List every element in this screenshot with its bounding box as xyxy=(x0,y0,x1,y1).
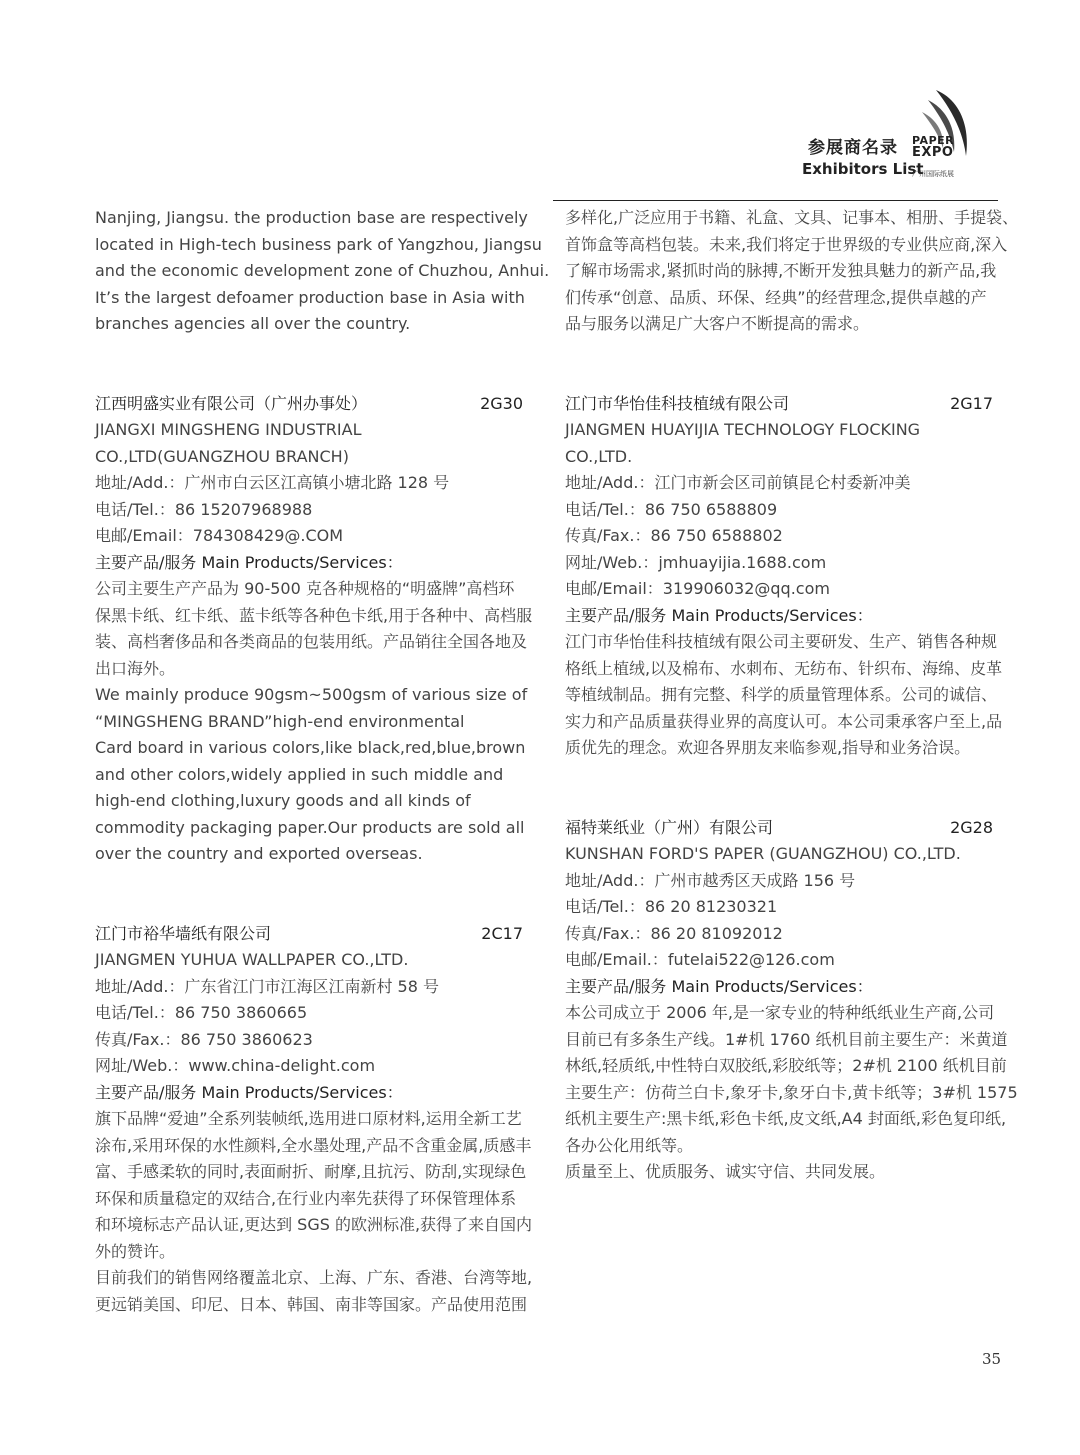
entry-line: 装、高档奢侈品和各类商品的包装用纸。产品销往全国各地及 xyxy=(95,632,528,651)
entry-line: 格纸上植绒,以及棉布、水刺布、无纺布、针织布、海绵、皮革 xyxy=(565,658,1003,678)
intro-line: and the economic development zone of Chuzhou, Anhui. xyxy=(95,261,550,280)
entry-line: 电话/Tel.：86 750 3860665 xyxy=(95,1003,308,1022)
booth-number: 2C17 xyxy=(481,923,523,943)
intro-line: It’s the largest defoamer production base in Asia with xyxy=(95,287,525,307)
entry-line: 电邮/Email：784308429@.COM xyxy=(95,526,344,545)
exhibitor-name-cn: 江门市裕华墙纸有限公司 xyxy=(95,923,272,943)
entry-line: 质量至上、优质服务、诚实守信、共同发展。 xyxy=(565,1162,886,1181)
entry-line: 目前已有多条生产线。1#机 1760 纸机目前主要生产：米黄道 xyxy=(565,1029,1008,1049)
entry-line: 富、手感柔软的同时,表面耐折、耐摩,且抗污、防刮,实现绿色 xyxy=(95,1162,527,1181)
entry-line: JIANGMEN YUHUA WALLPAPER CO.,LTD. xyxy=(95,950,409,969)
entry-line: 公司主要生产产品为 90-500 克各种规格的“明盛牌”高档环 xyxy=(95,579,515,598)
section-title-cn: 参展商名录 xyxy=(808,138,898,158)
exhibitor-entry-mingsheng xyxy=(95,391,535,868)
intro-line: Nanjing, Jiangsu. the production base are respectively xyxy=(95,208,528,227)
entry-line: 出口海外。 xyxy=(95,658,176,678)
logo-subtitle: 广州国际纸展 xyxy=(912,170,954,178)
entry-line: 各办公化用纸等。 xyxy=(565,1135,694,1155)
entry-line: 旗下品牌“爱迪”全系列装帧纸,选用进口原材料,运用全新工艺 xyxy=(95,1109,522,1128)
right-intro xyxy=(565,205,1019,338)
exhibitor-name-row xyxy=(95,391,535,418)
entry-line: 江门市华怡佳科技植绒有限公司主要研发、生产、销售各种规 xyxy=(565,632,998,651)
entry-line: 地址/Add.：广东省江门市江海区江南新村 58 号 xyxy=(95,976,439,996)
entry-line: 电邮/Email.：futelai522@126.com xyxy=(565,950,835,969)
page-header xyxy=(0,0,1080,200)
exhibitor-name-cn: 江西明盛实业有限公司（广州办事处） xyxy=(95,393,368,413)
intro-line: branches agencies all over the country. xyxy=(95,314,411,333)
exhibitor-name-cn: 江门市华怡佳科技植绒有限公司 xyxy=(565,393,790,413)
entry-line: 更远销美国、印尼、日本、韩国、南非等国家。产品使用范围 xyxy=(95,1294,528,1314)
section-title-en: Exhibitors List xyxy=(802,160,924,178)
booth-number: 2G30 xyxy=(480,393,523,413)
entry-line: “MINGSHENG BRAND”high-end environmental xyxy=(95,711,465,731)
entry-line: We mainly produce 90gsm~500gsm of various size of xyxy=(95,685,528,704)
entry-line: 本公司成立于 2006 年,是一家专业的特种纸纸业生产商,公司 xyxy=(565,1003,995,1022)
intro-line: located in High-tech business park of Yangzhou, Jiangsu xyxy=(95,234,542,254)
entry-line: 涂布,采用环保的水性颜料,全水墨处理,产品不含重金属,质感丰 xyxy=(95,1135,532,1155)
entry-line: 网址/Web.：jmhuayijia.1688.com xyxy=(565,552,827,572)
entry-line: 等植绒制品。拥有完整、科学的质量管理体系。公司的诚信、 xyxy=(565,685,998,704)
entry-line: 实力和产品质量获得业界的高度认可。本公司秉承客户至上,品 xyxy=(565,711,1003,731)
exhibitor-name-row xyxy=(95,921,535,948)
entry-line: 主要生产：仿荷兰白卡,象牙卡,象牙白卡,黄卡纸等；3#机 1575 xyxy=(565,1082,1018,1102)
left-column xyxy=(95,205,550,1318)
booth-number: 2G17 xyxy=(950,393,993,413)
entry-line: 外的赞许。 xyxy=(95,1241,176,1261)
page-number: 35 xyxy=(982,1350,1002,1368)
entry-line: KUNSHAN FORD'S PAPER (GUANGZHOU) CO.,LTD. xyxy=(565,844,961,863)
entry-line: 电话/Tel.：86 20 81230321 xyxy=(565,897,778,916)
exhibitor-name-row xyxy=(565,391,1005,418)
entry-line: 网址/Web.：www.china-delight.com xyxy=(95,1056,376,1075)
entry-line: Card board in various colors,like black,red,blue,brown xyxy=(95,738,526,757)
entry-line: commodity packaging paper.Our products are sold all xyxy=(95,817,525,837)
entry-line: 电话/Tel.：86 750 6588809 xyxy=(565,499,778,519)
products-heading: 主要产品/服务 Main Products/Services： xyxy=(95,552,403,572)
intro-line: 首饰盒等高档包装。未来,我们将定于世界级的专业供应商,深入 xyxy=(565,234,1008,254)
intro-line: 了解市场需求,紧抓时尚的脉搏,不断开发独具魅力的新产品,我 xyxy=(565,261,997,280)
entry-line: 环保和质量稳定的双结合,在行业内率先获得了环保管理体系 xyxy=(95,1188,517,1208)
entry-line: 保黑卡纸、红卡纸、蓝卡纸等各种色卡纸,用于各种中、高档服 xyxy=(95,605,533,625)
entry-line: 地址/Add.：广州市越秀区天成路 156 号 xyxy=(565,870,856,890)
entry-line: JIANGMEN HUAYIJIA TECHNOLOGY FLOCKING xyxy=(565,420,921,439)
intro-line: 品与服务以满足广大客户不断提高的需求。 xyxy=(565,314,870,333)
entry-line: 林纸,轻质纸,中性特白双胶纸,彩胶纸等；2#机 2100 纸机目前 xyxy=(565,1056,1007,1075)
exhibitor-entry-huayijia xyxy=(565,391,1005,762)
booth-number: 2G28 xyxy=(950,817,993,837)
exhibitor-name-row xyxy=(565,815,1005,842)
intro-line: 们传承“创意、品质、环保、经典”的经营理念,提供卓越的产 xyxy=(565,287,987,307)
entry-line: 传真/Fax.：86 750 3860623 xyxy=(95,1029,313,1049)
entry-line: 传真/Fax.：86 750 6588802 xyxy=(565,526,783,545)
entry-line: high-end clothing,luxury goods and all kinds of xyxy=(95,791,471,810)
entry-line: 和环境标志产品认证,更达到 SGS 的欧洲标准,获得了来自国内 xyxy=(95,1215,533,1234)
entry-line: CO.,LTD. xyxy=(565,446,633,466)
left-intro xyxy=(95,205,550,338)
header-divider xyxy=(553,200,998,201)
logo-paper-text: PAPER xyxy=(912,134,955,147)
exhibitor-entry-fords xyxy=(565,815,1018,1186)
right-column xyxy=(565,205,1019,1186)
entry-line: JIANGXI MINGSHENG INDUSTRIAL xyxy=(95,420,362,439)
entry-line: and other colors,widely applied in such middle and xyxy=(95,764,504,784)
entry-line: 地址/Add.：江门市新会区司前镇昆仑村委新冲美 xyxy=(565,473,911,492)
products-heading: 主要产品/服务 Main Products/Services： xyxy=(565,605,873,625)
entry-line: 质优先的理念。欢迎各界朋友来临参观,指导和业务洽误。 xyxy=(565,738,971,757)
paper-expo-logo-icon xyxy=(908,86,978,178)
entry-line: 传真/Fax.：86 20 81092012 xyxy=(565,923,783,943)
entry-line: 地址/Add.：广州市白云区江高镇小塘北路 128 号 xyxy=(95,473,450,492)
entry-line: 电话/Tel.：86 15207968988 xyxy=(95,499,313,519)
entry-line: 纸机主要生产:黑卡纸,彩色卡纸,皮文纸,A4 封面纸,彩色复印纸, xyxy=(565,1109,1007,1128)
entry-line: CO.,LTD(GUANGZHOU BRANCH) xyxy=(95,446,349,466)
entry-line: 电邮/Email：319906032@qq.com xyxy=(565,579,830,598)
exhibitor-entry-yuhua xyxy=(95,921,535,1319)
entry-line: over the country and exported overseas. xyxy=(95,844,423,863)
logo-expo-text: EXPO xyxy=(912,145,954,160)
entry-line: 目前我们的销售网络覆盖北京、上海、广东、香港、台湾等地, xyxy=(95,1268,533,1287)
products-heading: 主要产品/服务 Main Products/Services： xyxy=(565,976,873,996)
exhibitor-name-cn: 福特莱纸业（广州）有限公司 xyxy=(565,817,774,837)
products-heading: 主要产品/服务 Main Products/Services： xyxy=(95,1082,403,1102)
intro-line: 多样化,广泛应用于书籍、礼盒、文具、记事本、相册、手提袋、 xyxy=(565,208,1019,227)
